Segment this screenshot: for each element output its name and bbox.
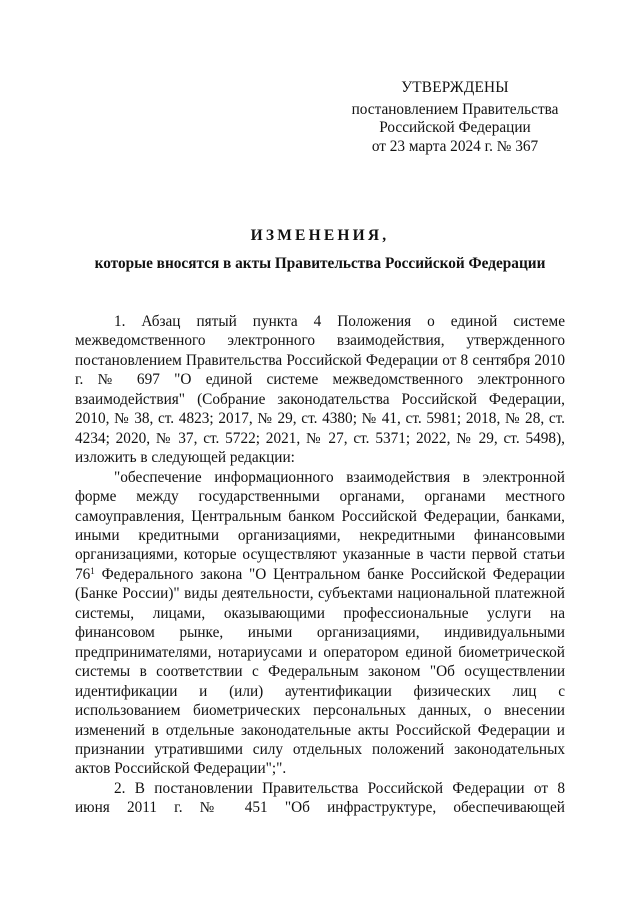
paragraph-2-part-1: "обеспечение информационного взаимодействия в электронной форме между государственными органами, органами местного самоуправления, Центральным банком Российской Федерации, банками, иными кредитными организациями, некредитными финансовыми организациями, которые осуществляют указанные в части первой статьи 76 — [75, 468, 565, 583]
document-body — [75, 312, 565, 818]
approval-heading: УТВЕРЖДЕНЫ — [401, 79, 509, 96]
approval-line-3: от 23 марта 2024 г. № 367 — [371, 137, 539, 155]
superscript-marker: 1 — [90, 565, 95, 576]
paragraph-2 — [75, 468, 565, 779]
paragraph-1: 1. Абзац пятый пункта 4 Положения о единой системе межведомственного электронного взаимодействия, утвержденного постановлением Правительства Российской Федерации от 8 сентября 2010 г. № 697 "О единой системе межведомственного электронного взаимодействия" (Собрание законодательства Российской Федерации, 2010, № 38, ст. 4823; 2017, № 29, ст. 4380; № 41, ст. 5981; 2018, № 28, ст. 4234; 2020, № 37, ст. 5722; 2021, № 27, ст. 5371; 2022, № 29, ст. 5498), изложить в следующей редакции: — [75, 313, 565, 467]
document-subtitle: которые вносятся в акты Правительства Российской Федерации — [94, 255, 546, 272]
approval-block — [330, 79, 580, 156]
document-title: ИЗМЕНЕНИЯ, — [250, 227, 390, 244]
approval-line-1: постановлением Правительства — [351, 100, 559, 118]
paragraph-3: 2. В постановлении Правительства Российской Федерации от 8 июня 2011 г. № 451 "Об инфраструктуре, обеспечивающей — [75, 779, 565, 817]
approval-line-2: Российской Федерации — [379, 119, 531, 136]
paragraph-2-part-2: Федерального закона "О Центральном банке Российской Федерации (Банке России)" виды деятельности, субъектами национальной платежной системы, лицами, оказывающими профессиональные услуги на финансовом рынке, иными организациями, индивидуальными предпринимателями, нотариусами и оператором единой биометрической системы в соответствии с Федеральным законом "Об осуществлении идентификации и (или) аутентификации физических лиц с использованием биометрических персональных данных, о внесении изменений в отдельные законодательные акты Российской Федерации и признании утратившими силу отдельных положений законодательных актов Российской Федерации";". — [75, 565, 565, 778]
